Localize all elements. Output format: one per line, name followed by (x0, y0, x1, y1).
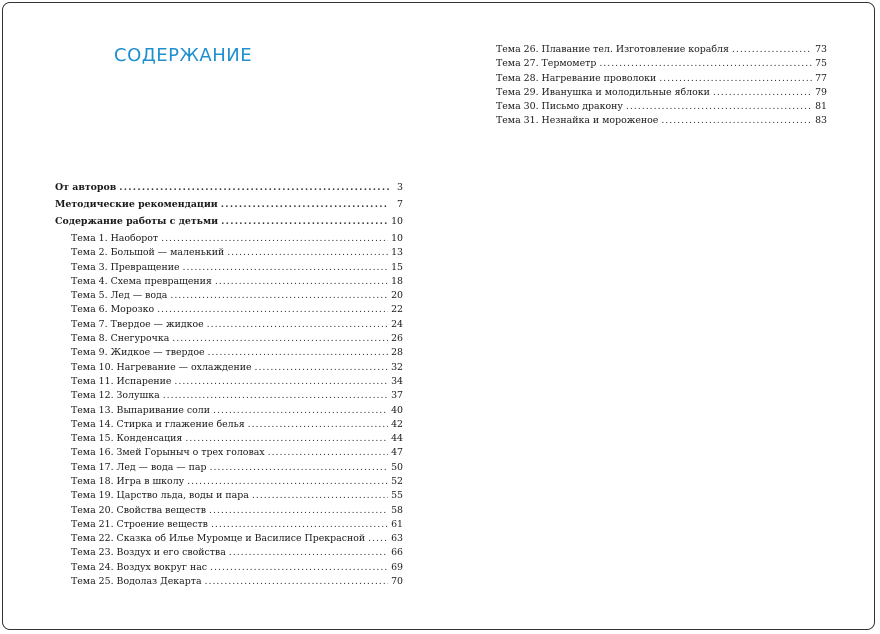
toc-entry (496, 57, 827, 71)
toc-entry-page: 61 (391, 518, 403, 530)
toc-entry-page: 75 (815, 58, 827, 70)
toc-entry (55, 518, 403, 532)
toc-entry-page: 40 (391, 404, 403, 416)
toc-entry-page: 15 (391, 261, 403, 273)
toc-entry-page: 42 (391, 418, 403, 430)
dot-leader (659, 72, 812, 86)
toc-entry (55, 475, 403, 489)
toc-entry (55, 532, 403, 546)
dot-leader (157, 303, 388, 317)
toc-entry (496, 86, 827, 100)
toc-entry (55, 346, 403, 360)
toc-entry (55, 275, 403, 289)
toc-entry-label: Тема 14. Стирка и глажение белья (71, 418, 245, 430)
toc-entry-label: Методические рекомендации (55, 198, 218, 210)
toc-entry-page: 55 (391, 490, 403, 502)
toc-entry-page: 34 (391, 375, 403, 387)
dot-leader (248, 418, 388, 432)
toc-entry (55, 332, 403, 346)
toc-entry (55, 232, 403, 246)
toc-entry-page: 69 (391, 561, 403, 573)
toc-entry (55, 361, 403, 375)
toc-entry-label: Тема 11. Испарение (71, 375, 172, 387)
dot-leader (713, 86, 812, 100)
toc-entry (55, 318, 403, 332)
toc-entry (55, 261, 403, 275)
toc-entry-label: Тема 16. Змей Горыныч о трех головах (71, 447, 265, 459)
dot-leader (208, 346, 389, 360)
toc-entry-page: 70 (391, 576, 403, 588)
toc-entry-page: 58 (391, 504, 403, 516)
toc-entry (55, 215, 403, 229)
toc-entry-page: 63 (391, 533, 403, 545)
toc-entry-page: 18 (391, 275, 403, 287)
toc-entry (55, 432, 403, 446)
toc-entry (55, 546, 403, 560)
toc-entry-page: 10 (391, 232, 403, 244)
book-spread (2, 2, 875, 630)
toc-entry-label: Тема 5. Лед — вода (71, 290, 168, 302)
toc-entry-label: Тема 21. Строение веществ (71, 518, 208, 530)
dot-leader (215, 275, 388, 289)
toc-entry-label: Тема 22. Сказка об Илье Муромце и Василисе Прекрасной (71, 533, 366, 545)
toc-entry (496, 43, 827, 57)
toc-entry-page: 37 (391, 390, 403, 402)
toc-entry-page: 81 (815, 101, 827, 113)
toc-entry-label: Тема 30. Письмо дракону (496, 101, 623, 113)
dot-leader (119, 181, 389, 195)
toc-entry-label: Тема 20. Свойства веществ (71, 504, 206, 516)
toc-entry (55, 404, 403, 418)
toc-entry-page: 32 (391, 361, 403, 373)
toc-entry-page: 22 (391, 304, 403, 316)
toc-entry (55, 504, 403, 518)
toc-entry-label: Тема 8. Снегурочка (71, 333, 170, 345)
toc-entry-label: От авторов (55, 182, 117, 193)
toc-entry-page: 52 (391, 476, 403, 487)
toc-entry (55, 289, 403, 303)
toc-left-column (55, 181, 403, 589)
dot-leader (210, 561, 388, 575)
dot-leader (626, 100, 812, 114)
dot-leader (255, 361, 389, 375)
dot-leader (172, 332, 388, 346)
toc-entry (55, 575, 403, 589)
toc-entry (55, 489, 403, 503)
dot-leader (163, 389, 388, 403)
toc-entry-page: 10 (391, 215, 403, 227)
dot-leader (183, 261, 389, 275)
toc-entry-label: Тема 17. Лед — вода — пар (71, 461, 207, 473)
toc-entry-label: Содержание работы с детьми (55, 215, 219, 227)
toc-entry-page: 7 (397, 198, 403, 210)
dot-leader (221, 198, 389, 212)
toc-entry-label: Тема 10. Нагревание — охлаждение (71, 361, 252, 373)
toc-entry (55, 246, 403, 260)
toc-entry-label: Тема 29. Иванушка и молодильные яблоки (496, 86, 710, 98)
dot-leader (368, 532, 388, 546)
dot-leader (209, 504, 388, 518)
toc-entry-label: Тема 19. Царство льда, воды и пара (71, 490, 249, 502)
toc-entry-page: 66 (391, 547, 403, 559)
dot-leader (221, 215, 388, 229)
dot-leader (210, 461, 389, 475)
dot-leader (268, 446, 388, 460)
toc-entry-page: 28 (391, 347, 403, 359)
toc-right-column (496, 43, 827, 129)
toc-entry-page: 13 (391, 247, 403, 259)
toc-entry (55, 461, 403, 475)
toc-entry (55, 198, 403, 212)
toc-entry (496, 100, 827, 114)
dot-leader (187, 475, 388, 489)
toc-entry-page: 73 (815, 44, 827, 55)
toc-entry-page: 83 (815, 115, 827, 127)
toc-entry-page: 47 (391, 447, 403, 459)
toc-entry (55, 375, 403, 389)
toc-entry-label: Тема 15. Конденсация (71, 433, 183, 445)
dot-leader (661, 114, 812, 128)
dot-leader (252, 489, 388, 503)
toc-entry-label: Тема 6. Морозко (71, 304, 155, 316)
toc-entry-label: Тема 1. Наоборот (71, 232, 159, 244)
toc-entry-page: 50 (391, 461, 403, 473)
toc-entry-label: Тема 28. Нагревание проволоки (496, 72, 657, 84)
toc-entry (55, 418, 403, 432)
toc-entry-label: Тема 23. Воздух и его свойства (71, 547, 226, 559)
dot-leader (207, 318, 388, 332)
toc-entry-page: 26 (391, 333, 403, 345)
dot-leader (205, 575, 389, 589)
toc-entry-label: Тема 13. Выпаривание соли (71, 404, 210, 416)
toc-entry-label: Тема 2. Большой — маленький (71, 247, 225, 259)
toc-entry-label: Тема 18. Игра в школу (71, 476, 185, 487)
toc-entry-label: Тема 31. Незнайка и мороженое (496, 115, 659, 127)
dot-leader (174, 375, 388, 389)
toc-entry (55, 561, 403, 575)
toc-entry-label: Тема 4. Схема превращения (71, 275, 212, 287)
toc-entry-page: 77 (815, 72, 827, 84)
toc-entry-label: Тема 9. Жидкое — твердое (71, 347, 205, 359)
toc-entry-page: 79 (815, 86, 827, 98)
toc-entry-label: Тема 25. Водолаз Декарта (71, 576, 202, 588)
toc-entry-page: 20 (391, 290, 403, 302)
dot-leader (185, 432, 388, 446)
dot-leader (170, 289, 388, 303)
toc-entry-page: 3 (397, 182, 403, 193)
dot-leader (213, 404, 388, 418)
toc-entry-label: Тема 24. Воздух вокруг нас (71, 561, 208, 573)
toc-entry-page: 44 (391, 433, 403, 445)
toc-entry (496, 72, 827, 86)
dot-leader (161, 232, 388, 246)
toc-entry-label: Тема 7. Твердое — жидкое (71, 318, 204, 330)
toc-entry-page: 24 (391, 318, 403, 330)
dot-leader (732, 43, 812, 57)
toc-entry-label: Тема 3. Превращение (71, 261, 180, 273)
dot-leader (227, 246, 388, 260)
toc-entry (55, 389, 403, 403)
dot-leader (599, 57, 812, 71)
toc-entry-label: Тема 26. Плавание тел. Изготовление корабля (496, 44, 729, 55)
page-title: СОДЕРЖАНИЕ (114, 45, 253, 66)
toc-entry (496, 114, 827, 128)
toc-entry (55, 181, 403, 195)
toc-entry-label: Тема 12. Золушка (71, 390, 160, 402)
toc-entry (55, 303, 403, 317)
toc-entry (55, 446, 403, 460)
toc-entry-label: Тема 27. Термометр (496, 58, 597, 70)
dot-leader (229, 546, 388, 560)
dot-leader (211, 518, 388, 532)
